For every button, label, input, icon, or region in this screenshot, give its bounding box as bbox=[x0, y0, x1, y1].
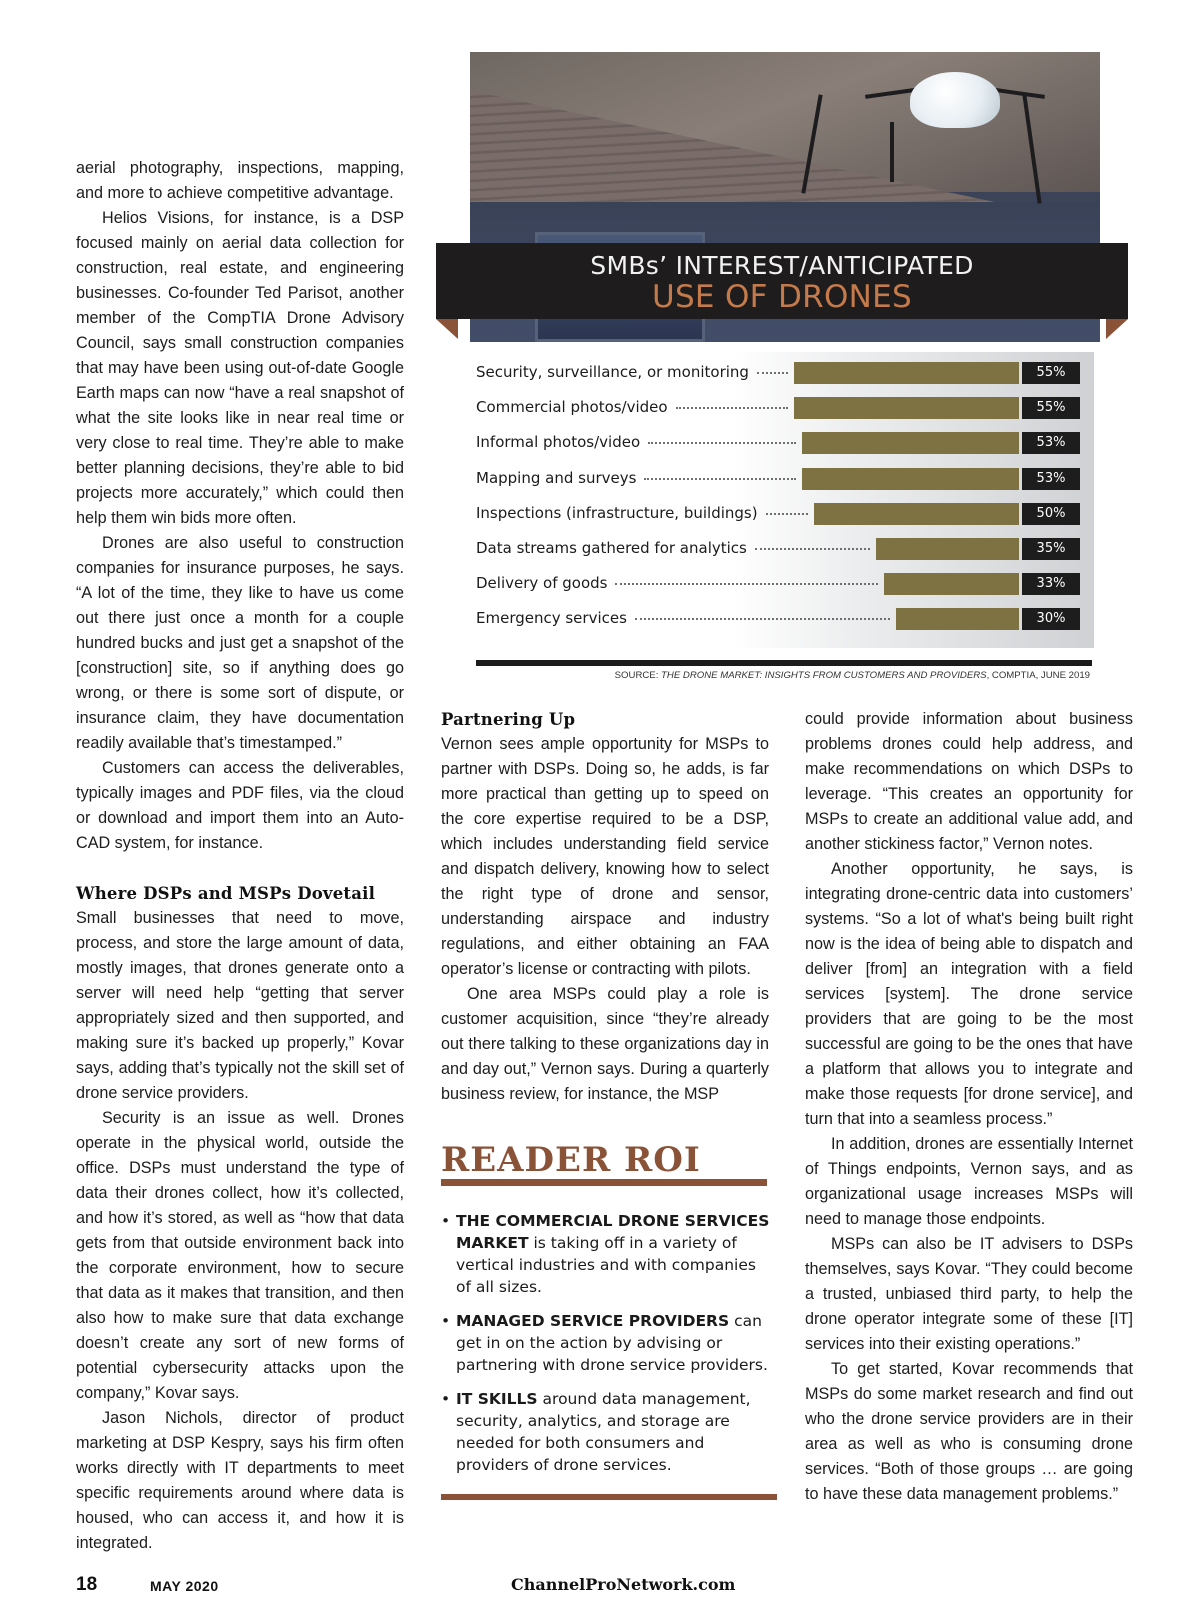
chart-bar-row bbox=[476, 501, 1092, 525]
chart-leader-dots bbox=[635, 618, 890, 620]
chart-leader-dots bbox=[648, 442, 796, 444]
drone-body bbox=[910, 72, 1000, 128]
roi-item-bold: THE COMMERCIAL DRONE SERVICES MARKET bbox=[456, 1212, 770, 1252]
chart-category-label: Mapping and surveys bbox=[476, 468, 637, 487]
bullet-icon: • bbox=[441, 1390, 451, 1408]
chart-bar bbox=[876, 538, 1020, 560]
drone-leg bbox=[890, 122, 894, 182]
chart-category-label: Emergency services bbox=[476, 609, 627, 628]
chart-leader-dots bbox=[676, 407, 788, 409]
bullet-icon: • bbox=[441, 1312, 451, 1330]
chart-value-label: 55% bbox=[1022, 397, 1080, 419]
site-url[interactable]: ChannelProNetwork.com bbox=[511, 1575, 736, 1594]
paragraph: MSPs can also be IT advisers to DSPs themselves, says Kovar. “They could become a trusted, unbiased third party, to help the drone operator integrate some of these [IT] services into their existing operations.” bbox=[805, 1235, 1133, 1353]
paragraph: Security is an issue as well. Drones operate in the physical world, outside the office. DSPs must understand the type of data their drones collect, how it’s collected, and how it’s stored, as well as “how that data gets from that outside environment back into the corporate environment, how to secure that data as it makes that transition, and then also how to make sure that data exchange doesn’t create any sort of new forms of potential cybersecurity attacks upon the company,” Kovar says. bbox=[76, 1109, 404, 1402]
roi-item-text: is taking off in a variety of vertical industries and with companies of all sizes. bbox=[456, 1234, 756, 1296]
article-column-left bbox=[76, 156, 404, 1556]
chart-leader-dots bbox=[644, 478, 796, 480]
chart-value-label: 35% bbox=[1022, 538, 1080, 560]
chart-bar bbox=[896, 608, 1019, 630]
paragraph: Drones are also useful to construction companies for insurance purposes, he says. “A lot of the time, they like to have us come out there just once a month for a couple hundred bucks and just get a snapshot of the [construction] site, so if anything does go wrong, or there is some sort of dispute, or insurance claim, they have documentation readily available that’s timestamped.” bbox=[76, 534, 404, 752]
chart-title-banner bbox=[436, 243, 1128, 319]
section-heading: Partnering Up bbox=[441, 710, 576, 729]
chart-bar bbox=[802, 432, 1019, 454]
chart-bar bbox=[802, 468, 1019, 490]
page-number: 18 bbox=[76, 1574, 98, 1595]
chart-bar bbox=[884, 573, 1019, 595]
chart-value-label: 50% bbox=[1022, 503, 1080, 525]
paragraph: Customers can access the deliverables, typically images and PDF files, via the cloud or download and import them into an Auto-CAD system, for instance. bbox=[76, 759, 404, 852]
roi-item-text: can get in on the action by advising or partnering with drone service providers. bbox=[456, 1312, 768, 1374]
chart-source-suffix: , COMPTIA, JUNE 2019 bbox=[986, 670, 1090, 681]
chart-leader-dots bbox=[757, 372, 788, 374]
reader-roi-underline bbox=[441, 1179, 767, 1186]
chart-bar bbox=[814, 503, 1019, 525]
list-item bbox=[441, 1210, 771, 1298]
paragraph: Small businesses that need to move, process, and store the large amount of data, mostly images, that drones generate onto a server will need help “getting that server appropriately sized and then supported, and making sure it’s backed up properly,” Kovar says, adding that’s typically not the skill set of drone service providers. bbox=[76, 909, 404, 1102]
chart-bar-row bbox=[476, 395, 1092, 419]
chart-source-title: THE DRONE MARKET: INSIGHTS FROM CUSTOMERS AND PROVIDERS bbox=[661, 670, 987, 681]
paragraph: Jason Nichols, director of product marketing at DSP Kespry, says his firm often works directly with IT departments to meet specific requirements around where data is housed, who can access it, and how it is integrated. bbox=[76, 1409, 404, 1552]
article-column-right bbox=[805, 707, 1133, 1507]
chart-category-label: Informal photos/video bbox=[476, 433, 641, 452]
chart-value-label: 55% bbox=[1022, 362, 1080, 384]
paragraph: To get started, Kovar recommends that MSPs do some market research and find out who the drone service providers are in their area as well as who is consuming drone services. “Both of those groups … are going to have these data management problems.” bbox=[805, 1360, 1133, 1503]
chart-value-label: 53% bbox=[1022, 468, 1080, 490]
roi-item-text: around data management, security, analytics, and storage are needed for both consumers and providers of drone services. bbox=[456, 1390, 751, 1474]
chart-bar bbox=[794, 397, 1020, 419]
paragraph: In addition, drones are essentially Internet of Things endpoints, Vernon says, and as organizational usage increases MSPs will need to manage those endpoints. bbox=[805, 1135, 1133, 1228]
reader-roi-title: READER ROI bbox=[441, 1140, 701, 1180]
chart-category-label: Commercial photos/video bbox=[476, 398, 668, 417]
chart-bar-row bbox=[476, 536, 1092, 560]
chart-source bbox=[470, 670, 1090, 681]
chart-leader-dots bbox=[615, 583, 878, 585]
reader-roi-list bbox=[441, 1210, 771, 1488]
chart-bar-row bbox=[476, 430, 1092, 454]
paragraph: Vernon sees ample opportunity for MSPs to partner with DSPs. Doing so, he adds, is far more practical than getting up to speed on the core expertise required to be a DSP, which includes understanding field service and dispatch delivery, knowing how to select the right type of drone and sensor, understanding airspace and industry regulations, and either obtaining an FAA operator’s license or contracting with pilots. bbox=[441, 735, 769, 978]
paragraph: One area MSPs could play a role is customer acquisition, since “they’re already out there talking to these organizations day in and day out,” Vernon says. During a quarterly business review, for instance, the MSP bbox=[441, 985, 769, 1103]
chart-bar-row bbox=[476, 466, 1092, 490]
issue-date: MAY 2020 bbox=[150, 1578, 219, 1594]
chart-bar-row bbox=[476, 360, 1092, 384]
banner-fold-left bbox=[436, 319, 458, 339]
chart-bar-row bbox=[476, 571, 1092, 595]
list-item bbox=[441, 1388, 771, 1476]
paragraph: Another opportunity, he says, is integrating drone-centric data into customers’ systems. “So a lot of what's being built right now is the idea of being able to dispatch and deliver [from] an integration with a field services [system]. The drone service providers that are going to be the most successful are going to be the ones that have a platform that allows you to integrate and make those requests [for drone service], and turn that into a seamless process.” bbox=[805, 860, 1133, 1128]
chart-category-label: Inspections (infrastructure, buildings) bbox=[476, 503, 758, 522]
bullet-icon: • bbox=[441, 1212, 451, 1230]
chart-bar bbox=[794, 362, 1020, 384]
chart-value-label: 53% bbox=[1022, 432, 1080, 454]
chart-leader-dots bbox=[755, 548, 870, 550]
reader-roi-header bbox=[441, 1140, 771, 1186]
chart-subtitle: USE OF DRONES bbox=[651, 279, 913, 315]
article-column-middle bbox=[441, 707, 769, 1107]
roi-item-bold: IT SKILLS bbox=[456, 1390, 538, 1408]
chart-leader-dots bbox=[766, 513, 808, 515]
banner-fold-right bbox=[1106, 319, 1128, 339]
chart-value-label: 33% bbox=[1022, 573, 1080, 595]
chart-category-label: Security, surveillance, or monitoring bbox=[476, 363, 749, 381]
chart-baseline bbox=[476, 660, 1092, 666]
chart-source-prefix: SOURCE: bbox=[614, 670, 662, 681]
chart-category-label: Delivery of goods bbox=[476, 574, 608, 593]
chart-bar-row bbox=[476, 606, 1092, 630]
reader-roi-bottom-rule bbox=[441, 1494, 777, 1500]
chart-value-label: 30% bbox=[1022, 608, 1080, 630]
paragraph: Helios Visions, for instance, is a DSP focused mainly on aerial data collection for construction, real estate, and engineering businesses. Co-founder Ted Parisot, another member of the CompTIA Drone Advisory Council, says small construction companies that may have been using out-of-date Google Earth maps can now “have a real snapshot of what the site looks like in near real time or very close to real time. They’re able to make better planning decisions, they’re able to bid projects more accurately,” which could then help them win bids more often. bbox=[76, 209, 404, 527]
paragraph: aerial photography, inspections, mapping, and more to achieve competitive advantage. bbox=[76, 159, 404, 202]
paragraph: could provide information about business problems drones could help address, and make recommendations on which DSPs to leverage. “This creates an opportunity for MSPs to create an additional value add, and another stickiness factor,” Vernon notes. bbox=[805, 710, 1133, 853]
chart-title: SMBs’ INTEREST/ANTICIPATED bbox=[590, 251, 974, 280]
chart-category-label: Data streams gathered for analytics bbox=[476, 539, 747, 557]
roi-item-bold: MANAGED SERVICE PROVIDERS bbox=[456, 1312, 730, 1330]
list-item bbox=[441, 1310, 771, 1376]
section-heading: Where DSPs and MSPs Dovetail bbox=[76, 884, 376, 903]
